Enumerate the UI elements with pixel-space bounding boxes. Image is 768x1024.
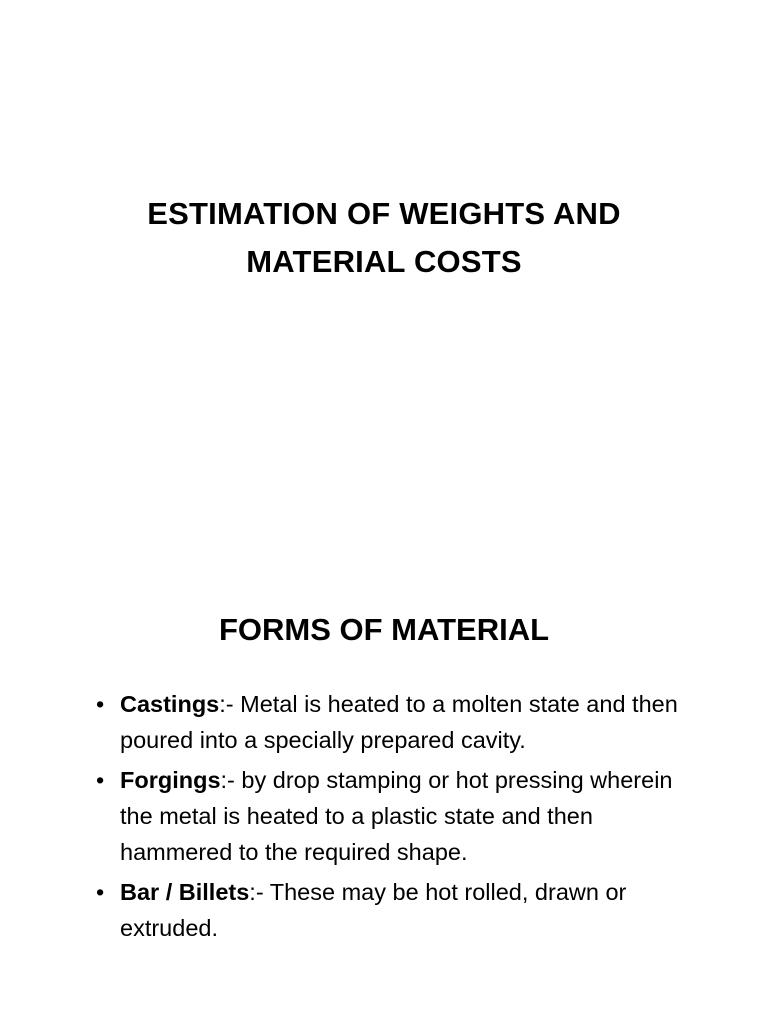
- title-line-2: MATERIAL COSTS: [246, 244, 522, 279]
- bullet-term: Forgings: [120, 767, 221, 793]
- bullet-icon: •: [96, 767, 105, 793]
- bullet-text: :- Metal is heated to a molten state and then poured into a specially prepared cavity.: [120, 691, 678, 753]
- list-item: [94, 762, 694, 870]
- bullet-icon: •: [96, 691, 105, 717]
- bullet-icon: •: [96, 879, 105, 905]
- title-line-1: ESTIMATION OF WEIGHTS AND: [147, 196, 621, 231]
- bullet-list: [94, 686, 694, 950]
- bullet-text: :- by drop stamping or hot pressing wherein the metal is heated to a plastic state and then hammered to the required shape.: [120, 767, 673, 865]
- bullet-term: Castings: [120, 691, 220, 717]
- page-title: [84, 190, 684, 286]
- list-item: [94, 874, 694, 946]
- list-item: [94, 686, 694, 758]
- section-heading: FORMS OF MATERIAL: [218, 612, 550, 647]
- bullet-text: :- These may be hot rolled, drawn or extruded.: [120, 879, 627, 941]
- bullet-term: Bar / Billets: [120, 879, 250, 905]
